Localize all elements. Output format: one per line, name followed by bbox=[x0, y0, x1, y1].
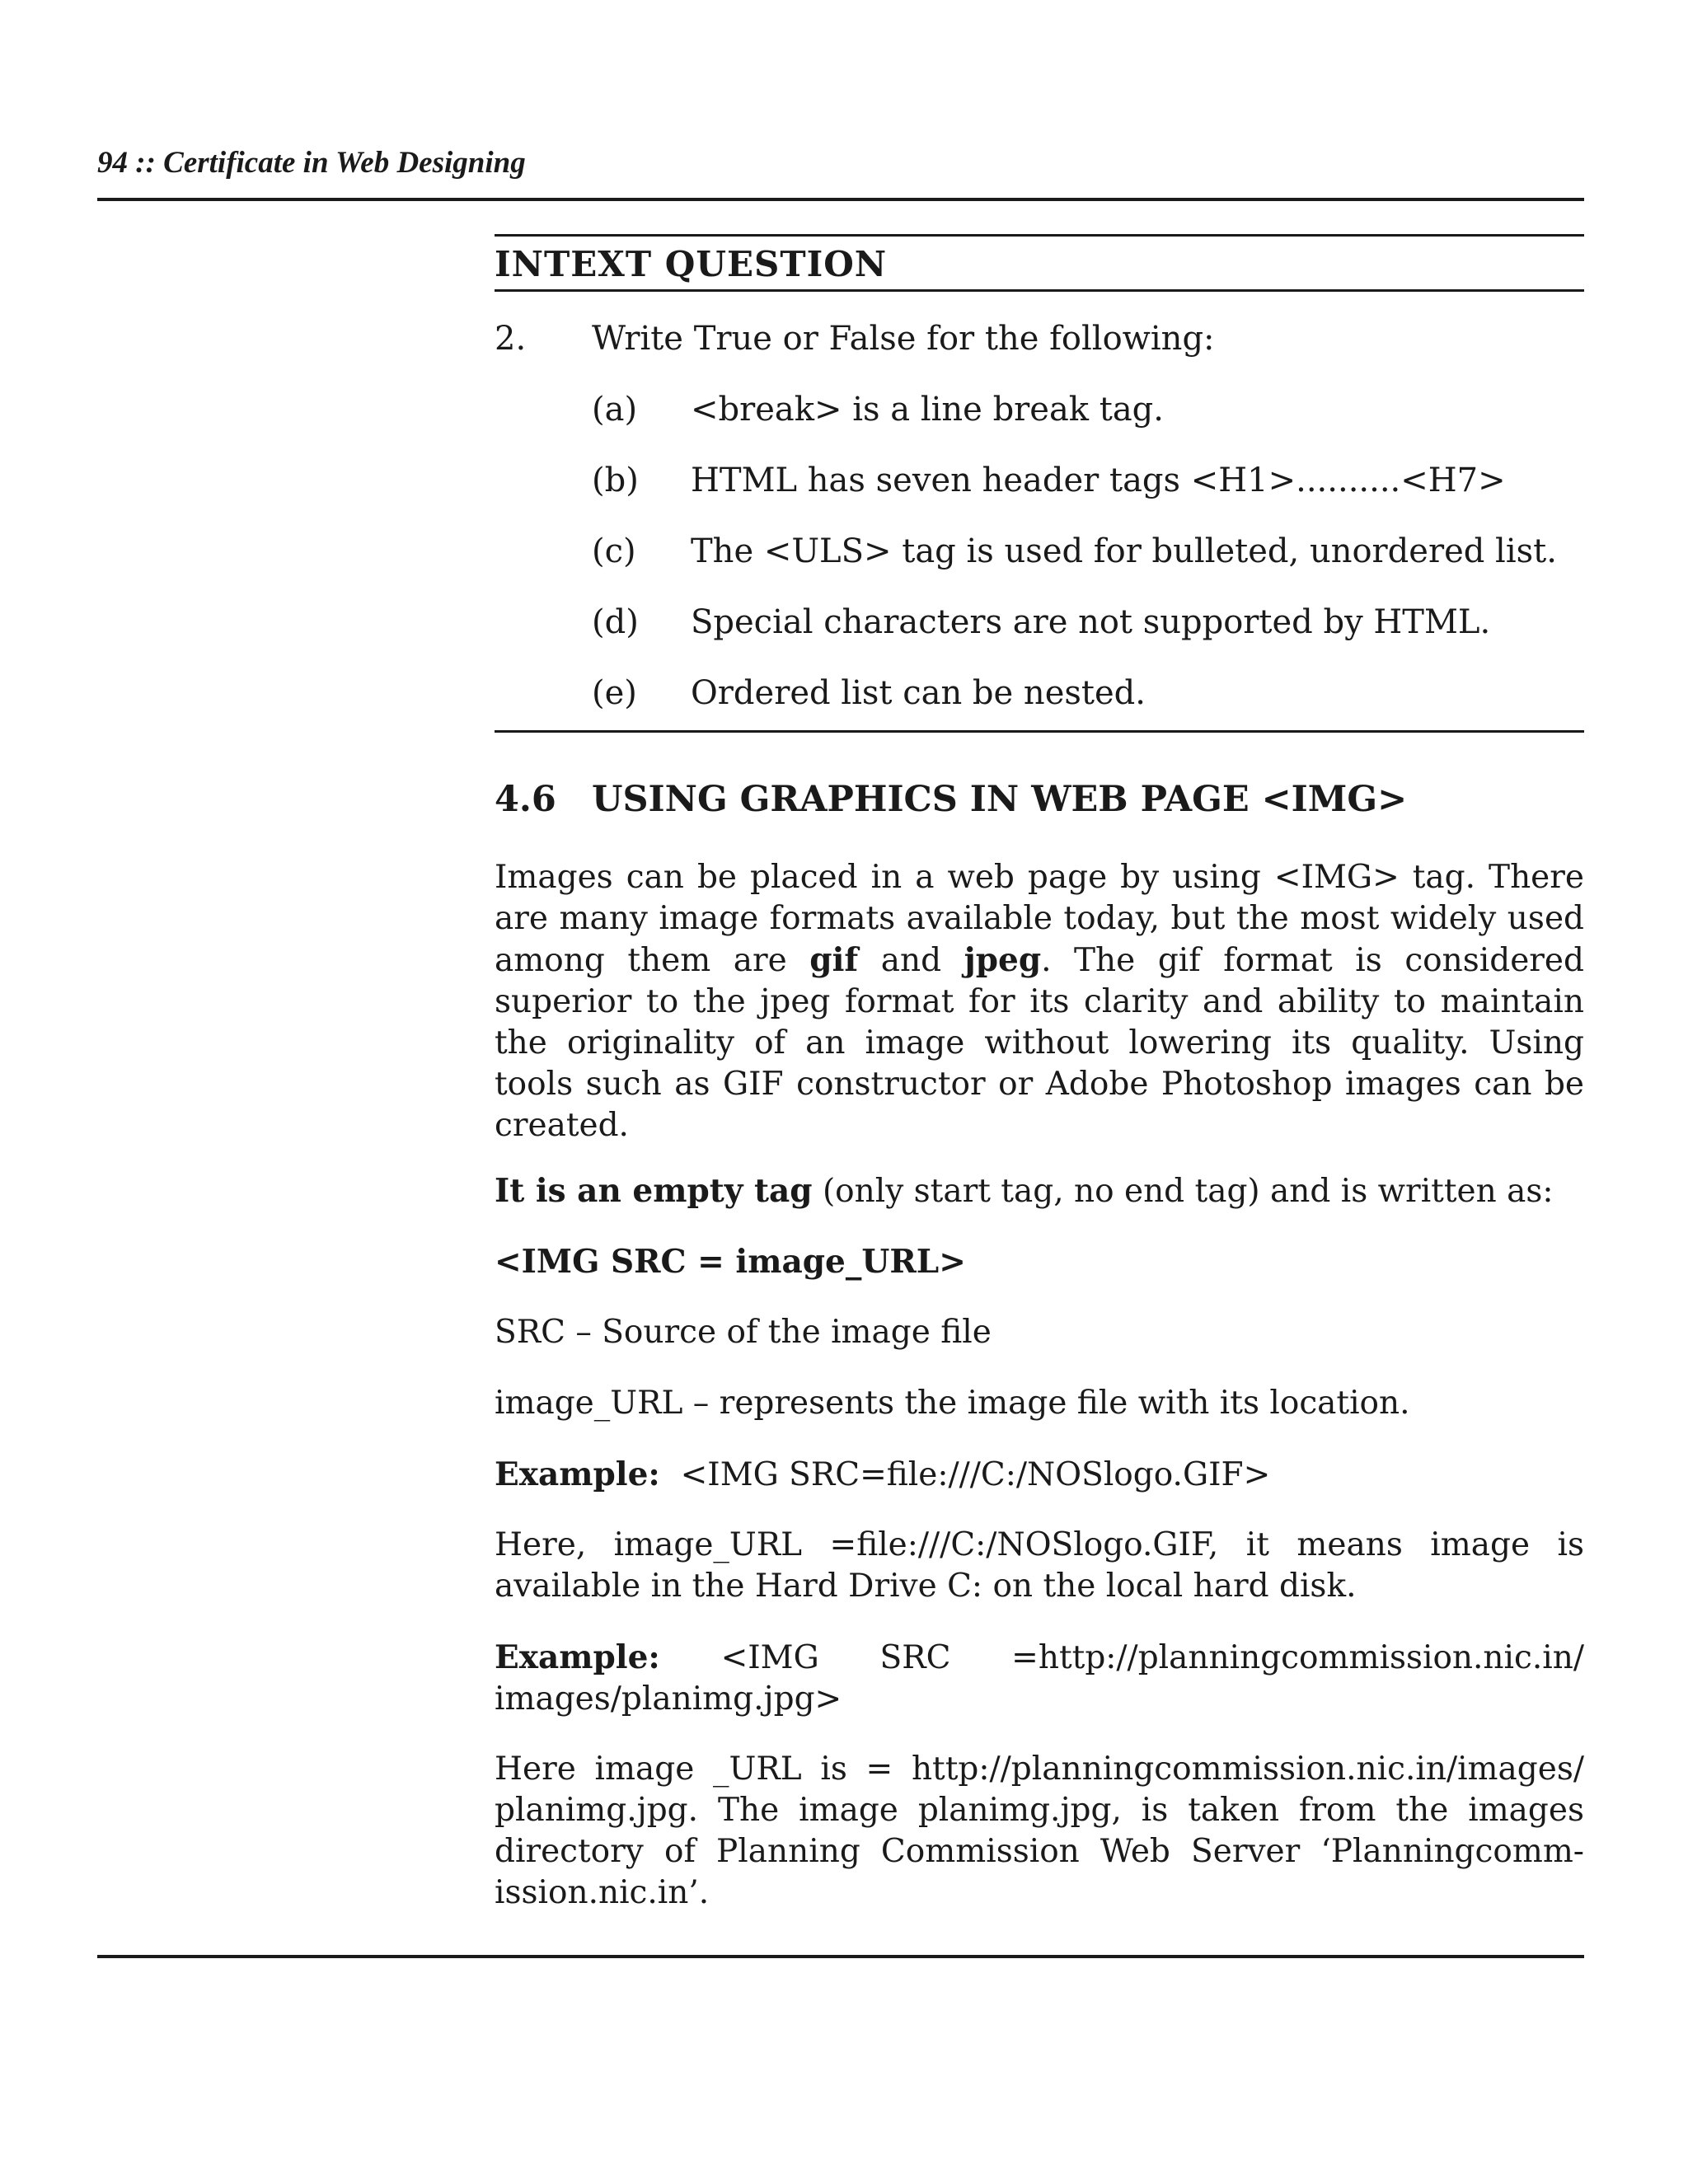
running-head: 94 :: Certificate in Web Designing bbox=[97, 146, 526, 180]
item-label: (a) bbox=[592, 391, 638, 429]
intro-text: . The gif format is considered superior to the jpeg format for its clarity and ability to maintain the originality of an image without lowering its quality. Using tools such as GIF constructor or Adobe Photoshop images can be created. bbox=[495, 942, 1584, 1144]
item-label: (d) bbox=[592, 603, 639, 641]
question-number: 2. bbox=[495, 320, 527, 358]
question-item bbox=[592, 674, 1146, 712]
empty-tag-paragraph bbox=[495, 1170, 1584, 1212]
intro-text: Images can be placed in a web page by using <IMG> tag. There are many image formats available today, but the most widely used among them are bbox=[495, 859, 1584, 979]
example-one-explanation: Here, image_URL =file:///C:/NOSlogo.GIF, it means image is available in the Hard Drive C: on the local hard disk. bbox=[495, 1526, 1584, 1605]
intext-bottom-rule bbox=[495, 730, 1584, 733]
question-item bbox=[592, 532, 1557, 570]
example-one bbox=[495, 1454, 1584, 1496]
intext-top-rule bbox=[495, 234, 1584, 237]
example-label: Example: bbox=[495, 1638, 660, 1676]
item-label: (c) bbox=[592, 532, 636, 570]
empty-tag-text: (only start tag, no end tag) and is written as: bbox=[812, 1173, 1554, 1210]
question-instruction: Write True or False for the following: bbox=[592, 320, 1215, 358]
item-text: HTML has seven header tags <H1>..........<H7> bbox=[691, 462, 1506, 499]
question-item bbox=[592, 603, 1490, 641]
header-rule bbox=[97, 198, 1584, 201]
url-description: image_URL – represents the image file with its location. bbox=[495, 1385, 1410, 1422]
item-text: The <ULS> tag is used for bulleted, unordered list. bbox=[691, 532, 1557, 570]
section-title: USING GRAPHICS IN WEB PAGE <IMG> bbox=[592, 779, 1408, 820]
question-item bbox=[592, 462, 1506, 499]
jpeg-term: jpeg bbox=[964, 941, 1042, 979]
item-label: (e) bbox=[592, 674, 637, 712]
intext-title: INTEXT QUESTION bbox=[495, 244, 888, 284]
intro-text: and bbox=[858, 942, 964, 979]
item-label: (b) bbox=[592, 462, 639, 499]
footer-rule bbox=[97, 1955, 1584, 1958]
example-label: Example: bbox=[495, 1455, 660, 1493]
item-text: <break> is a line break tag. bbox=[691, 391, 1165, 429]
example-code: <IMG SRC=file:///C:/NOSlogo.GIF> bbox=[659, 1456, 1271, 1493]
syntax-code: <IMG SRC = image_URL> bbox=[495, 1243, 966, 1281]
section-number: 4.6 bbox=[495, 779, 556, 820]
example-two-explanation: Here image _URL is = http://planningcommission.nic.in/images/ planimg.jpg. The image planimg.jpg, is taken from the images directory of Planning Commission Web Server ‘Planningcomm-ission.nic.in’. bbox=[495, 1750, 1584, 1911]
src-description: SRC – Source of the image file bbox=[495, 1314, 992, 1351]
example-code: <IMG SRC =http://planningcommission.nic.in/ images/planimg.jpg> bbox=[495, 1639, 1584, 1718]
intro-paragraph bbox=[495, 857, 1584, 1146]
empty-tag-term: It is an empty tag bbox=[495, 1172, 813, 1210]
gif-term: gif bbox=[809, 941, 859, 979]
item-text: Ordered list can be nested. bbox=[691, 674, 1146, 712]
intext-title-rule bbox=[495, 289, 1584, 292]
question-item bbox=[592, 391, 1164, 429]
section-heading bbox=[495, 779, 1407, 820]
example-two bbox=[495, 1637, 1584, 1720]
item-text: Special characters are not supported by HTML. bbox=[691, 603, 1491, 641]
img-syntax bbox=[495, 1241, 1584, 1283]
